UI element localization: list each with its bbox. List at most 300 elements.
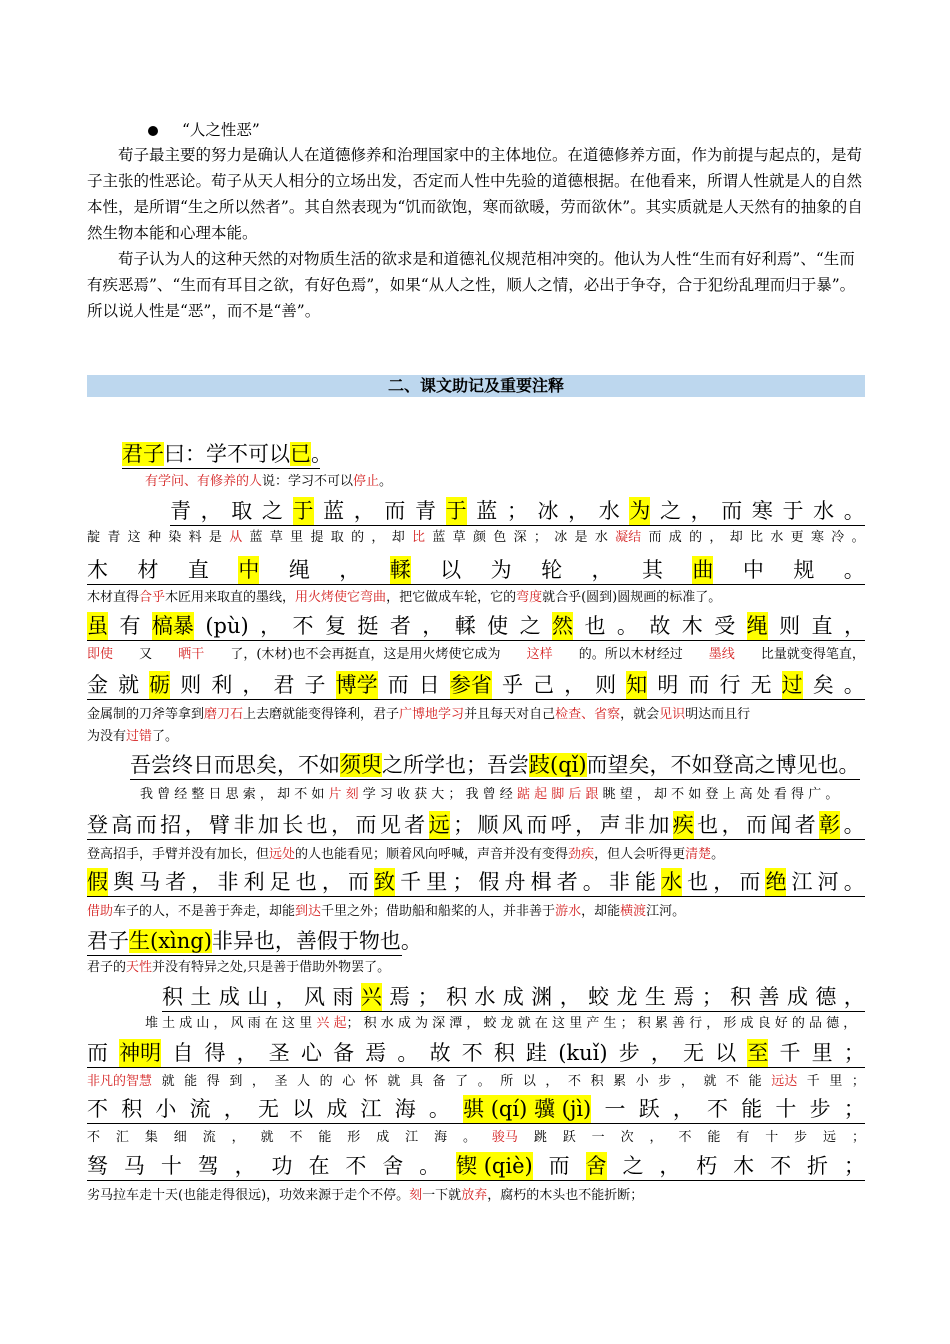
text-segment: 不 bbox=[567, 1074, 581, 1089]
text-segment: ， bbox=[236, 1041, 258, 1065]
text-segment: ， bbox=[650, 1041, 672, 1065]
text-segment: 。 bbox=[379, 474, 393, 489]
text-segment: 圣 bbox=[268, 1041, 290, 1065]
text-segment: ， bbox=[339, 558, 361, 582]
translation-line bbox=[87, 727, 487, 747]
text-segment: 集 bbox=[144, 1130, 158, 1145]
translation-line bbox=[87, 588, 865, 608]
highlighted-term: 彰 bbox=[819, 813, 841, 837]
text-segment: 无 bbox=[257, 1097, 279, 1121]
text-segment: 风 bbox=[501, 813, 523, 837]
glossed-term: 磨刀石 bbox=[204, 707, 244, 722]
text-segment: ； bbox=[452, 870, 474, 894]
text-segment: 龙 bbox=[616, 985, 638, 1009]
text-segment: 焉 bbox=[389, 985, 411, 1009]
text-segment: 能 bbox=[318, 1130, 332, 1145]
text-segment: 。 bbox=[397, 1041, 419, 1065]
text-segment: ， bbox=[568, 499, 590, 523]
highlighted-term: 中 bbox=[238, 558, 260, 582]
source-text-line bbox=[87, 868, 865, 897]
text-segment: 也 bbox=[687, 870, 709, 894]
text-segment: 焉 bbox=[673, 985, 695, 1009]
text-segment: 能 bbox=[741, 1097, 763, 1121]
text-segment: 青 bbox=[415, 499, 436, 523]
translation-line bbox=[87, 845, 865, 865]
text-segment: 登高招手，手臂并没有加长，但 bbox=[87, 847, 270, 862]
text-segment: 材 bbox=[137, 558, 159, 582]
source-text-line bbox=[122, 440, 332, 469]
text-segment: 跬 bbox=[526, 1041, 548, 1065]
text-segment: 而 bbox=[384, 499, 406, 523]
glossed-term: 墨线 bbox=[708, 647, 735, 662]
text-segment: 提 bbox=[310, 530, 324, 545]
text-segment: 。 bbox=[582, 870, 604, 894]
highlighted-term: 至 bbox=[747, 1041, 769, 1065]
text-segment: ， bbox=[680, 1074, 694, 1089]
text-segment: 不 bbox=[87, 1130, 101, 1145]
text-segment: 日 bbox=[418, 673, 440, 697]
highlighted-term: 輮 bbox=[389, 558, 411, 582]
highlighted-term: 博学 bbox=[335, 673, 378, 697]
text-segment: 不 bbox=[707, 1097, 728, 1121]
text-segment: ， bbox=[371, 530, 385, 545]
glossed-term: 到达 bbox=[295, 904, 322, 919]
text-segment: 蛟 bbox=[588, 985, 610, 1009]
text-segment: 。 bbox=[419, 1154, 441, 1178]
text-segment: ， bbox=[321, 870, 343, 894]
text-segment: 明达而且行 bbox=[685, 707, 751, 722]
source-text-line bbox=[87, 1039, 865, 1068]
text-segment: 足 bbox=[269, 870, 291, 894]
text-segment: ， bbox=[545, 1074, 559, 1089]
source-text-line bbox=[87, 1152, 865, 1181]
text-segment: 曰：学不可以 bbox=[164, 442, 290, 466]
text-segment: 加 bbox=[648, 813, 670, 837]
text-segment: 而 bbox=[739, 870, 761, 894]
text-segment: 我 曾 经 整 日 思 索 ， 却 不 如 bbox=[140, 787, 329, 802]
text-segment: 一 bbox=[604, 1097, 626, 1121]
glossed-term: 非凡的智慧 bbox=[87, 1074, 153, 1089]
text-segment: 跃 bbox=[562, 1130, 576, 1145]
glossed-term: 凝结 bbox=[615, 530, 642, 545]
text-segment: 冷 bbox=[831, 530, 845, 545]
text-segment: 眺 望 ， 却 不 如 登 上 高 处 看 得 广 。 bbox=[598, 787, 839, 802]
highlighted-term: 然 bbox=[552, 614, 574, 638]
text-segment: 寒 bbox=[751, 499, 773, 523]
text-segment: 之 bbox=[519, 614, 541, 638]
text-segment: 之 bbox=[622, 1154, 644, 1178]
glossed-term: 远达 bbox=[771, 1074, 798, 1089]
text-segment: ； bbox=[843, 1041, 865, 1065]
text-segment: 得 bbox=[204, 1041, 226, 1065]
text-segment: 海 bbox=[394, 1097, 416, 1121]
text-segment: 千 bbox=[400, 870, 422, 894]
text-segment: 备 bbox=[333, 1041, 355, 1065]
text-segment: 次 bbox=[620, 1130, 634, 1145]
text-segment: 步 bbox=[809, 1097, 831, 1121]
highlighted-term: 曲 bbox=[692, 558, 714, 582]
text-segment: ， bbox=[649, 1130, 663, 1145]
text-segment: 轮 bbox=[541, 558, 563, 582]
text-segment: 声 bbox=[599, 813, 621, 837]
glossed-term: 放弃 bbox=[461, 1188, 488, 1203]
text-segment: ； 积 水 成 为 深 潭 ， 蛟 龙 就 在 这 里 产 生 ； 积 累 善 行 ， 形 成 良 好 的 品 德 ， bbox=[346, 1016, 857, 1031]
intro-text bbox=[87, 142, 865, 324]
text-segment: ， bbox=[564, 673, 586, 697]
highlighted-term: 绳 bbox=[746, 614, 768, 638]
text-segment: 有 bbox=[119, 614, 141, 638]
text-segment: 十 bbox=[775, 1097, 797, 1121]
text-segment: 青 bbox=[170, 499, 191, 523]
text-segment: 一 bbox=[591, 1130, 605, 1145]
text-segment: 舟 bbox=[504, 870, 526, 894]
text-segment: 规 bbox=[793, 558, 815, 582]
text-segment: ； bbox=[506, 499, 528, 523]
text-segment: 渊 bbox=[531, 985, 553, 1009]
text-segment: 则 bbox=[180, 673, 202, 697]
text-segment: 积 bbox=[590, 1074, 604, 1089]
translation-line bbox=[145, 472, 545, 492]
source-text-line bbox=[87, 927, 422, 956]
highlighted-term: 过 bbox=[781, 673, 803, 697]
text-segment: 千 bbox=[779, 1041, 801, 1065]
text-segment: 故 bbox=[429, 1041, 451, 1065]
text-segment: 君 bbox=[273, 673, 295, 697]
text-segment: 故 bbox=[649, 614, 671, 638]
text-segment: ， bbox=[242, 673, 264, 697]
text-segment: 矣 bbox=[812, 673, 834, 697]
text-segment: 在 bbox=[308, 1154, 330, 1178]
glossed-term: 从 bbox=[229, 530, 243, 545]
text-segment: 是 bbox=[208, 530, 222, 545]
text-segment: 为没有 bbox=[87, 729, 127, 744]
source-text-line bbox=[87, 612, 865, 641]
text-segment: 加 bbox=[257, 813, 279, 837]
text-segment: 。 bbox=[843, 813, 865, 837]
text-segment: 步 bbox=[658, 1074, 672, 1089]
highlighted-term: 绝 bbox=[765, 870, 787, 894]
text-segment: 取 bbox=[231, 499, 253, 523]
highlighted-term: 生(xìng) bbox=[129, 929, 212, 953]
highlighted-term: 虽 bbox=[87, 614, 108, 638]
text-segment: 招 bbox=[160, 813, 182, 837]
text-segment: 色 bbox=[493, 530, 507, 545]
text-segment: ； bbox=[843, 1154, 865, 1178]
text-segment: 臂 bbox=[209, 813, 231, 837]
text-segment: 心 bbox=[342, 1074, 356, 1089]
highlighted-term: 兴 bbox=[360, 985, 382, 1009]
highlighted-term: 骐 (qí) 骥 (jì) bbox=[463, 1097, 592, 1121]
bullet-item bbox=[148, 118, 260, 140]
text-segment: 心 bbox=[300, 1041, 322, 1065]
text-segment: 子 bbox=[304, 673, 326, 697]
source-text-line bbox=[87, 811, 865, 840]
text-segment: 山 bbox=[247, 985, 269, 1009]
text-segment: 就 bbox=[260, 1130, 274, 1145]
translation-line bbox=[87, 1128, 865, 1148]
text-segment: ，腐朽的木头也不能折断； bbox=[487, 1188, 644, 1203]
text-segment: 驾 bbox=[197, 1154, 219, 1178]
highlighted-term: 于 bbox=[445, 499, 467, 523]
text-segment: 江 bbox=[405, 1130, 419, 1145]
text-segment: 之 bbox=[261, 499, 283, 523]
text-segment: 深 bbox=[513, 530, 527, 545]
text-segment: 则 bbox=[779, 614, 801, 638]
text-segment: 步 bbox=[794, 1130, 808, 1145]
text-segment: 舆 bbox=[113, 870, 135, 894]
text-segment: 者 bbox=[404, 813, 426, 837]
glossed-term: 这样 bbox=[526, 647, 553, 662]
text-segment: 种 bbox=[147, 530, 161, 545]
intro-paragraph: 荀子最主要的努力是确认人在道德修养和治理国家中的主体地位。在道德修养方面，作为前提与起点的，是荀子主张的性恶论。荀子从天人相分的立场出发，否定而人性中先验的道德根据。在他看来，所谓人性就是人的自然本性，是所谓“生之所以然者”。其自然表现为“饥而欲饱，寒而欲暖，劳而欲休”。其实质就是人天然有的抽象的自然生物本能和心理本能。 bbox=[87, 146, 863, 242]
text-segment: 里 bbox=[426, 870, 448, 894]
text-segment: 善 bbox=[758, 985, 780, 1009]
glossed-term: 停止 bbox=[353, 474, 380, 489]
text-segment: 长 bbox=[282, 813, 304, 837]
section-heading: 二、课文助记及重要注释 bbox=[87, 375, 865, 397]
text-segment: 步 bbox=[618, 1041, 640, 1065]
glossed-term: 比 bbox=[412, 530, 426, 545]
glossed-term: 见识 bbox=[659, 707, 686, 722]
text-segment: ，但人会听得更 bbox=[594, 847, 686, 862]
text-segment: 登 bbox=[87, 813, 108, 837]
glossed-term: 劲疾 bbox=[568, 847, 595, 862]
highlighted-term: 远 bbox=[428, 813, 450, 837]
text-segment: 以 bbox=[715, 1041, 737, 1065]
text-segment: 。 bbox=[711, 847, 725, 862]
text-segment: 所 bbox=[500, 1074, 514, 1089]
text-segment: 冰 bbox=[554, 530, 568, 545]
text-segment: 靛 bbox=[87, 530, 101, 545]
glossed-term: 借助 bbox=[87, 904, 114, 919]
text-segment: 者 bbox=[794, 813, 816, 837]
text-segment: 寒 bbox=[810, 530, 824, 545]
text-segment: 朽 bbox=[696, 1154, 718, 1178]
translation-line bbox=[145, 1014, 865, 1034]
text-segment: 蓝 bbox=[432, 530, 446, 545]
text-segment: 江 bbox=[360, 1097, 382, 1121]
text-segment: ， bbox=[713, 870, 735, 894]
text-segment: 非 bbox=[608, 870, 630, 894]
text-segment: 一下就 bbox=[422, 1188, 462, 1203]
text-segment: 非 bbox=[217, 870, 239, 894]
text-segment: 河 bbox=[817, 870, 839, 894]
highlighted-term: 跂(qǐ) bbox=[529, 753, 587, 777]
text-segment: 就 bbox=[387, 1074, 401, 1089]
text-segment: 复 bbox=[324, 614, 346, 638]
text-segment: 木 bbox=[87, 558, 108, 582]
text-segment: 。 bbox=[843, 558, 865, 582]
text-segment: 。 bbox=[428, 1097, 450, 1121]
source-text-line bbox=[170, 497, 865, 526]
glossed-term: 弯度 bbox=[516, 590, 543, 605]
text-segment: 蓝 bbox=[323, 499, 345, 523]
text-segment: 里 bbox=[811, 1041, 833, 1065]
text-segment: 积 bbox=[446, 985, 468, 1009]
highlighted-term: 水 bbox=[661, 870, 683, 894]
glossed-term: 兴 起 bbox=[316, 1016, 347, 1031]
text-segment: 备 bbox=[432, 1074, 446, 1089]
text-segment: 能 bbox=[184, 1074, 198, 1089]
text-segment: ，却能 bbox=[581, 904, 621, 919]
text-segment: ， bbox=[231, 1130, 245, 1145]
source-text-line bbox=[87, 1095, 865, 1124]
text-segment: 积 bbox=[121, 1097, 143, 1121]
text-segment: 使 bbox=[487, 614, 509, 638]
text-segment: 并没有特异之处,只是善于借助外物罢了。 bbox=[152, 960, 391, 975]
text-segment: ， bbox=[659, 1154, 681, 1178]
text-segment: 千 bbox=[806, 1074, 820, 1089]
text-segment: 跃 bbox=[638, 1097, 660, 1121]
text-segment: 有 bbox=[736, 1130, 750, 1145]
text-segment: 能 bbox=[634, 870, 656, 894]
highlighted-term: 舍 bbox=[585, 1154, 607, 1178]
text-segment: 水 bbox=[474, 985, 496, 1009]
text-segment: 。 bbox=[616, 614, 638, 638]
glossed-term: 踮 起 脚 后 跟 bbox=[516, 787, 599, 802]
text-segment: 就 bbox=[118, 673, 140, 697]
text-segment: 利 bbox=[211, 673, 233, 697]
text-segment: 了。 bbox=[152, 729, 179, 744]
text-segment: 不 bbox=[345, 1154, 367, 1178]
highlighted-term: 知 bbox=[626, 673, 648, 697]
text-segment: 而 bbox=[548, 1154, 570, 1178]
text-segment: 吾尝终日而思矣，不如 bbox=[130, 753, 340, 777]
text-segment: 以 bbox=[522, 1074, 536, 1089]
text-segment: 非 bbox=[623, 813, 645, 837]
text-segment: 蓝 bbox=[249, 530, 263, 545]
text-segment: 蓝 bbox=[476, 499, 498, 523]
text-segment: 不 bbox=[289, 1130, 303, 1145]
text-segment: 成 bbox=[786, 985, 808, 1009]
text-segment: 金属制的刀斧等拿到 bbox=[87, 707, 205, 722]
text-segment: 又 bbox=[139, 647, 153, 662]
text-segment: 积 bbox=[730, 985, 752, 1009]
translation-line bbox=[87, 902, 865, 922]
text-segment: 而 bbox=[355, 813, 377, 837]
glossed-term: 广博地学习 bbox=[399, 707, 465, 722]
text-segment: 的 bbox=[689, 530, 703, 545]
text-segment: 冰 bbox=[537, 499, 559, 523]
text-segment: 顺 bbox=[477, 813, 499, 837]
text-segment: 则 bbox=[595, 673, 617, 697]
text-segment: ， bbox=[591, 558, 613, 582]
text-segment: ， bbox=[843, 985, 865, 1009]
text-segment: ， bbox=[275, 985, 297, 1009]
glossed-term: 合乎 bbox=[139, 590, 166, 605]
text-segment: 而 bbox=[526, 813, 548, 837]
text-segment: 。 bbox=[311, 442, 332, 466]
text-segment: 挺 bbox=[357, 614, 379, 638]
highlighted-term: 为 bbox=[629, 499, 651, 523]
source-text-line bbox=[87, 671, 865, 700]
text-segment: 也 bbox=[295, 870, 317, 894]
text-segment: 行 bbox=[719, 673, 741, 697]
text-segment: 流 bbox=[189, 1097, 211, 1121]
source-text-line bbox=[130, 751, 860, 780]
text-segment: 汇 bbox=[115, 1130, 129, 1145]
text-segment: 也 bbox=[306, 813, 328, 837]
glossed-term: 片 刻 bbox=[328, 787, 359, 802]
translation-line bbox=[87, 958, 587, 978]
text-segment: 青 bbox=[107, 530, 121, 545]
text-segment: 就合乎(圆到)圆规画的标准了。 bbox=[542, 590, 722, 605]
text-segment: 细 bbox=[173, 1130, 187, 1145]
highlighted-term: 槁暴 bbox=[151, 614, 194, 638]
text-segment: 的 bbox=[319, 1074, 333, 1089]
text-segment: 劣马拉车走十天(也能走得很远)，功效来源于走个不停。 bbox=[87, 1188, 410, 1203]
text-segment: 明 bbox=[657, 673, 679, 697]
text-segment: 里 bbox=[829, 1074, 843, 1089]
text-segment: 而 bbox=[87, 1041, 108, 1065]
text-segment: 而 bbox=[387, 673, 409, 697]
text-segment: ， bbox=[331, 813, 353, 837]
text-segment: 之 bbox=[660, 499, 681, 523]
text-segment: 草 bbox=[269, 530, 283, 545]
text-segment: 形 bbox=[347, 1130, 361, 1145]
text-segment: 海 bbox=[434, 1130, 448, 1145]
text-segment: 并且每天对自己 bbox=[464, 707, 556, 722]
text-segment: 比 bbox=[750, 530, 764, 545]
glossed-term: 晒干 bbox=[178, 647, 205, 662]
text-segment: 成 bbox=[326, 1097, 348, 1121]
text-segment: 假 bbox=[478, 870, 500, 894]
text-segment: 中 bbox=[742, 558, 764, 582]
text-segment: 跳 bbox=[533, 1130, 547, 1145]
text-segment: 料 bbox=[188, 530, 202, 545]
source-text-line bbox=[162, 983, 865, 1012]
text-segment: 能 bbox=[748, 1074, 762, 1089]
text-segment: 颜 bbox=[472, 530, 486, 545]
text-segment: ； bbox=[701, 985, 723, 1009]
text-segment: 而 bbox=[745, 813, 767, 837]
text-segment: 不 bbox=[726, 1074, 740, 1089]
text-segment: 取 bbox=[330, 530, 344, 545]
text-segment: 。 bbox=[843, 870, 865, 894]
text-segment: (kuǐ) bbox=[558, 1041, 608, 1065]
text-segment: 呼 bbox=[550, 813, 572, 837]
text-segment: 木匠用来取直的墨线， bbox=[165, 590, 296, 605]
highlighted-term: 君子 bbox=[122, 442, 164, 466]
text-segment: 。 bbox=[462, 1130, 476, 1145]
text-segment: 却 bbox=[729, 530, 743, 545]
text-segment: 无 bbox=[683, 1041, 705, 1065]
text-segment: 功 bbox=[271, 1154, 293, 1178]
intro-paragraph: 荀子认为人的这种天然的对物质生活的欲求是和道德礼仪规范相冲突的。他认为人性“生而有好利焉”、“生而有疾恶焉”、“生而有耳目之欲，有好色焉”，如果“从人之性，顺人之情，必出于争夺，合于犯纷乱理而归于暴”。所以说人性是“恶”，而不是“善”。 bbox=[87, 250, 856, 320]
text-segment: 驽 bbox=[87, 1154, 108, 1178]
source-text-line bbox=[87, 556, 865, 585]
text-segment: 成 bbox=[376, 1130, 390, 1145]
text-segment: 是 bbox=[574, 530, 588, 545]
text-segment: 的。所以木材经过 bbox=[578, 647, 683, 662]
translation-line bbox=[87, 1072, 865, 1092]
text-segment: 水 bbox=[598, 499, 620, 523]
text-segment: 木材直得 bbox=[87, 590, 140, 605]
highlighted-term: 于 bbox=[292, 499, 314, 523]
text-segment: ； bbox=[851, 1074, 865, 1089]
text-segment: 人 bbox=[297, 1074, 311, 1089]
glossed-term: 用火烤使它弯曲 bbox=[295, 590, 387, 605]
text-segment: 说：学习不可以 bbox=[262, 474, 354, 489]
text-segment: 德 bbox=[815, 985, 837, 1009]
text-segment: 水 bbox=[813, 499, 835, 523]
translation-line bbox=[87, 645, 865, 665]
text-segment: 于 bbox=[782, 499, 804, 523]
text-segment: 绳 bbox=[288, 558, 310, 582]
text-segment: 己 bbox=[533, 673, 555, 697]
text-segment: 不 bbox=[292, 614, 314, 638]
glossed-term: 即使 bbox=[87, 647, 114, 662]
